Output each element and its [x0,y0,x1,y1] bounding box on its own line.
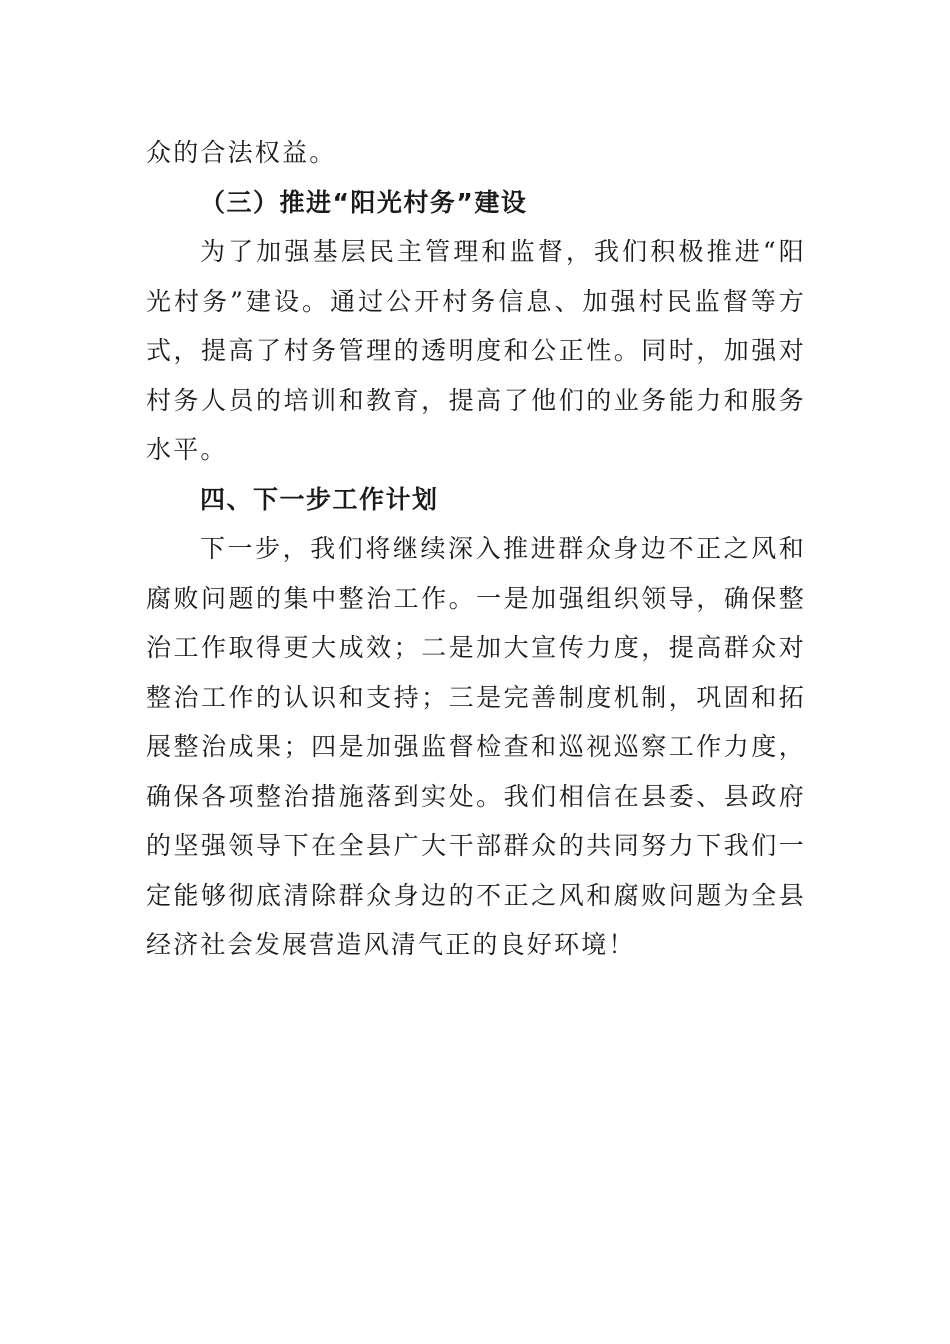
paragraph-next-steps: 下一步，我们将继续深入推进群众身边不正之风和腐败问题的集中整治工作。一是加强组织领导，确保整治工作取得更大成效；二是加大宣传力度，提高群众对整治工作的认识和支持；三是完善制度机制，巩固和拓展整治成果；四是加强监督检查和巡视巡察工作力度，确保各项整治措施落到实处。我们相信在县委、县政府的坚强领导下在全县广大干部群众的共同努力下我们一定能够彻底清除群众身边的不正之风和腐败问题为全县经济社会发展营造风清气正的良好环境！ [146,534,806,959]
paragraph-continuation: 众的合法权益。 [146,138,337,167]
section-heading-4: 四、下一步工作计划 [200,484,439,514]
section-heading-3: （三）推进“阳光村务”建设 [200,187,528,217]
document-body [146,128,806,970]
paragraph-sunshine-village-affairs: 为了加强基层民主管理和监督，我们积极推进“阳光村务”建设。通过公开村务信息、加强村民监督等方式，提高了村务管理的透明度和公正性。同时，加强对村务人员的培训和教育，提高了他们的业务能力和服务水平。 [146,237,806,464]
